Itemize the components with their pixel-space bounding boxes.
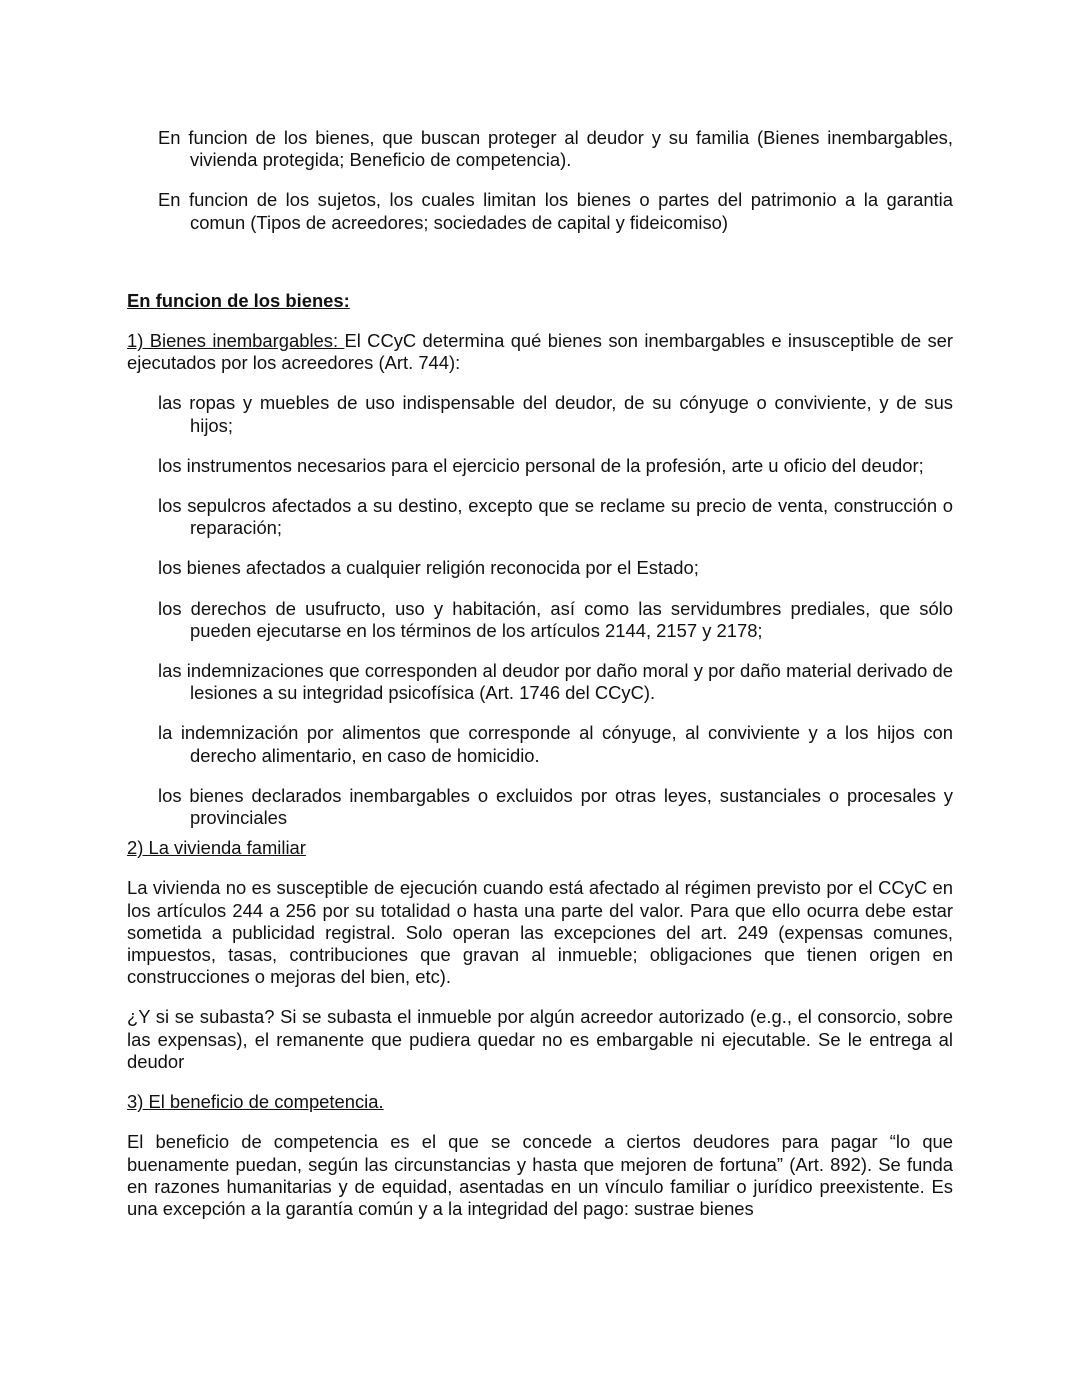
intro-list-item: En funcion de los bienes, que buscan proteger al deudor y su familia (Bienes inembargables, vivienda protegida; Beneficio de competencia).: [158, 127, 953, 171]
list-item: los bienes declarados inembargables o excluidos por otras leyes, sustanciales o procesales y provinciales: [158, 784, 953, 829]
list-item: los derechos de usufructo, uso y habitación, así como las servidumbres prediales, que sólo pueden ejecutarse en los términos de los artículos 2144, 2157 y 2178;: [158, 597, 953, 641]
list-item: las indemnizaciones que corresponden al deudor por daño moral y por daño material derivado de lesiones a su integridad psicofísica (Art. 1746 del CCyC).: [158, 660, 953, 704]
section3-title: 3) El beneficio de competencia.: [127, 1091, 384, 1113]
section1-intro-text: El CCyC determina qué bienes son inembargables e insusceptible de ser ejecutados por los acreedores (Art. 744):: [127, 330, 953, 374]
list-item: la indemnización por alimentos que corresponde al cónyuge, al conviviente y a los hijos con derecho alimentario, en caso de homicidio.: [158, 722, 953, 766]
section1-title: 1) Bienes inembargables:: [127, 330, 345, 352]
section-heading-text: En funcion de los bienes:: [127, 289, 350, 311]
section2-paragraph: ¿Y si se subasta? Si se subasta el inmueble por algún acreedor autorizado (e.g., el consorcio, sobre las expensas), el remanente que pudiera quedar no es embargable ni ejecutable. Se le entrega al deudor: [127, 1006, 953, 1072]
list-item: los bienes afectados a cualquier religión reconocida por el Estado;: [158, 557, 699, 579]
list-item: los instrumentos necesarios para el ejercicio personal de la profesión, arte u oficio del deudor;: [158, 454, 924, 476]
section3-title-line: [127, 1091, 953, 1113]
section2-title: 2) La vivienda familiar: [127, 837, 306, 859]
section3-paragraph: El beneficio de competencia es el que se concede a ciertos deudores para pagar “lo que buenamente puedan, según las circunstancias y hasta que mejoren de fortuna” (Art. 892). Se funda en razones humanitarias y de equidad, asentadas en un vínculo familiar o jurídico preexistente. Es una excepción a la garantía común y a la integridad del pago: sustrae bienes: [127, 1131, 953, 1219]
section1-intro: [127, 330, 953, 374]
list-item: los sepulcros afectados a su destino, excepto que se reclame su precio de venta, construcción o reparación;: [158, 495, 953, 539]
section2-title-line: [127, 837, 953, 859]
document-page: [127, 127, 953, 1238]
intro-list-item: En funcion de los sujetos, los cuales limitan los bienes o partes del patrimonio a la garantia comun (Tipos de acreedores; sociedades de capital y fideicomiso): [158, 189, 953, 233]
list-item: las ropas y muebles de uso indispensable del deudor, de su cónyuge o conviviente, y de sus hijos;: [158, 392, 953, 436]
section-heading: [127, 290, 953, 312]
section2-paragraph: La vivienda no es susceptible de ejecución cuando está afectado al régimen previsto por el CCyC en los artículos 244 a 256 por su totalidad o hasta una parte del valor. Para que ello ocurra debe estar sometida a publicidad registral. Solo operan las excepciones del art. 249 (expensas comunes, impuestos, tasas, contribuciones que gravan al inmueble; obligaciones que tienen origen en construcciones o mejoras del bien, etc).: [127, 877, 953, 988]
